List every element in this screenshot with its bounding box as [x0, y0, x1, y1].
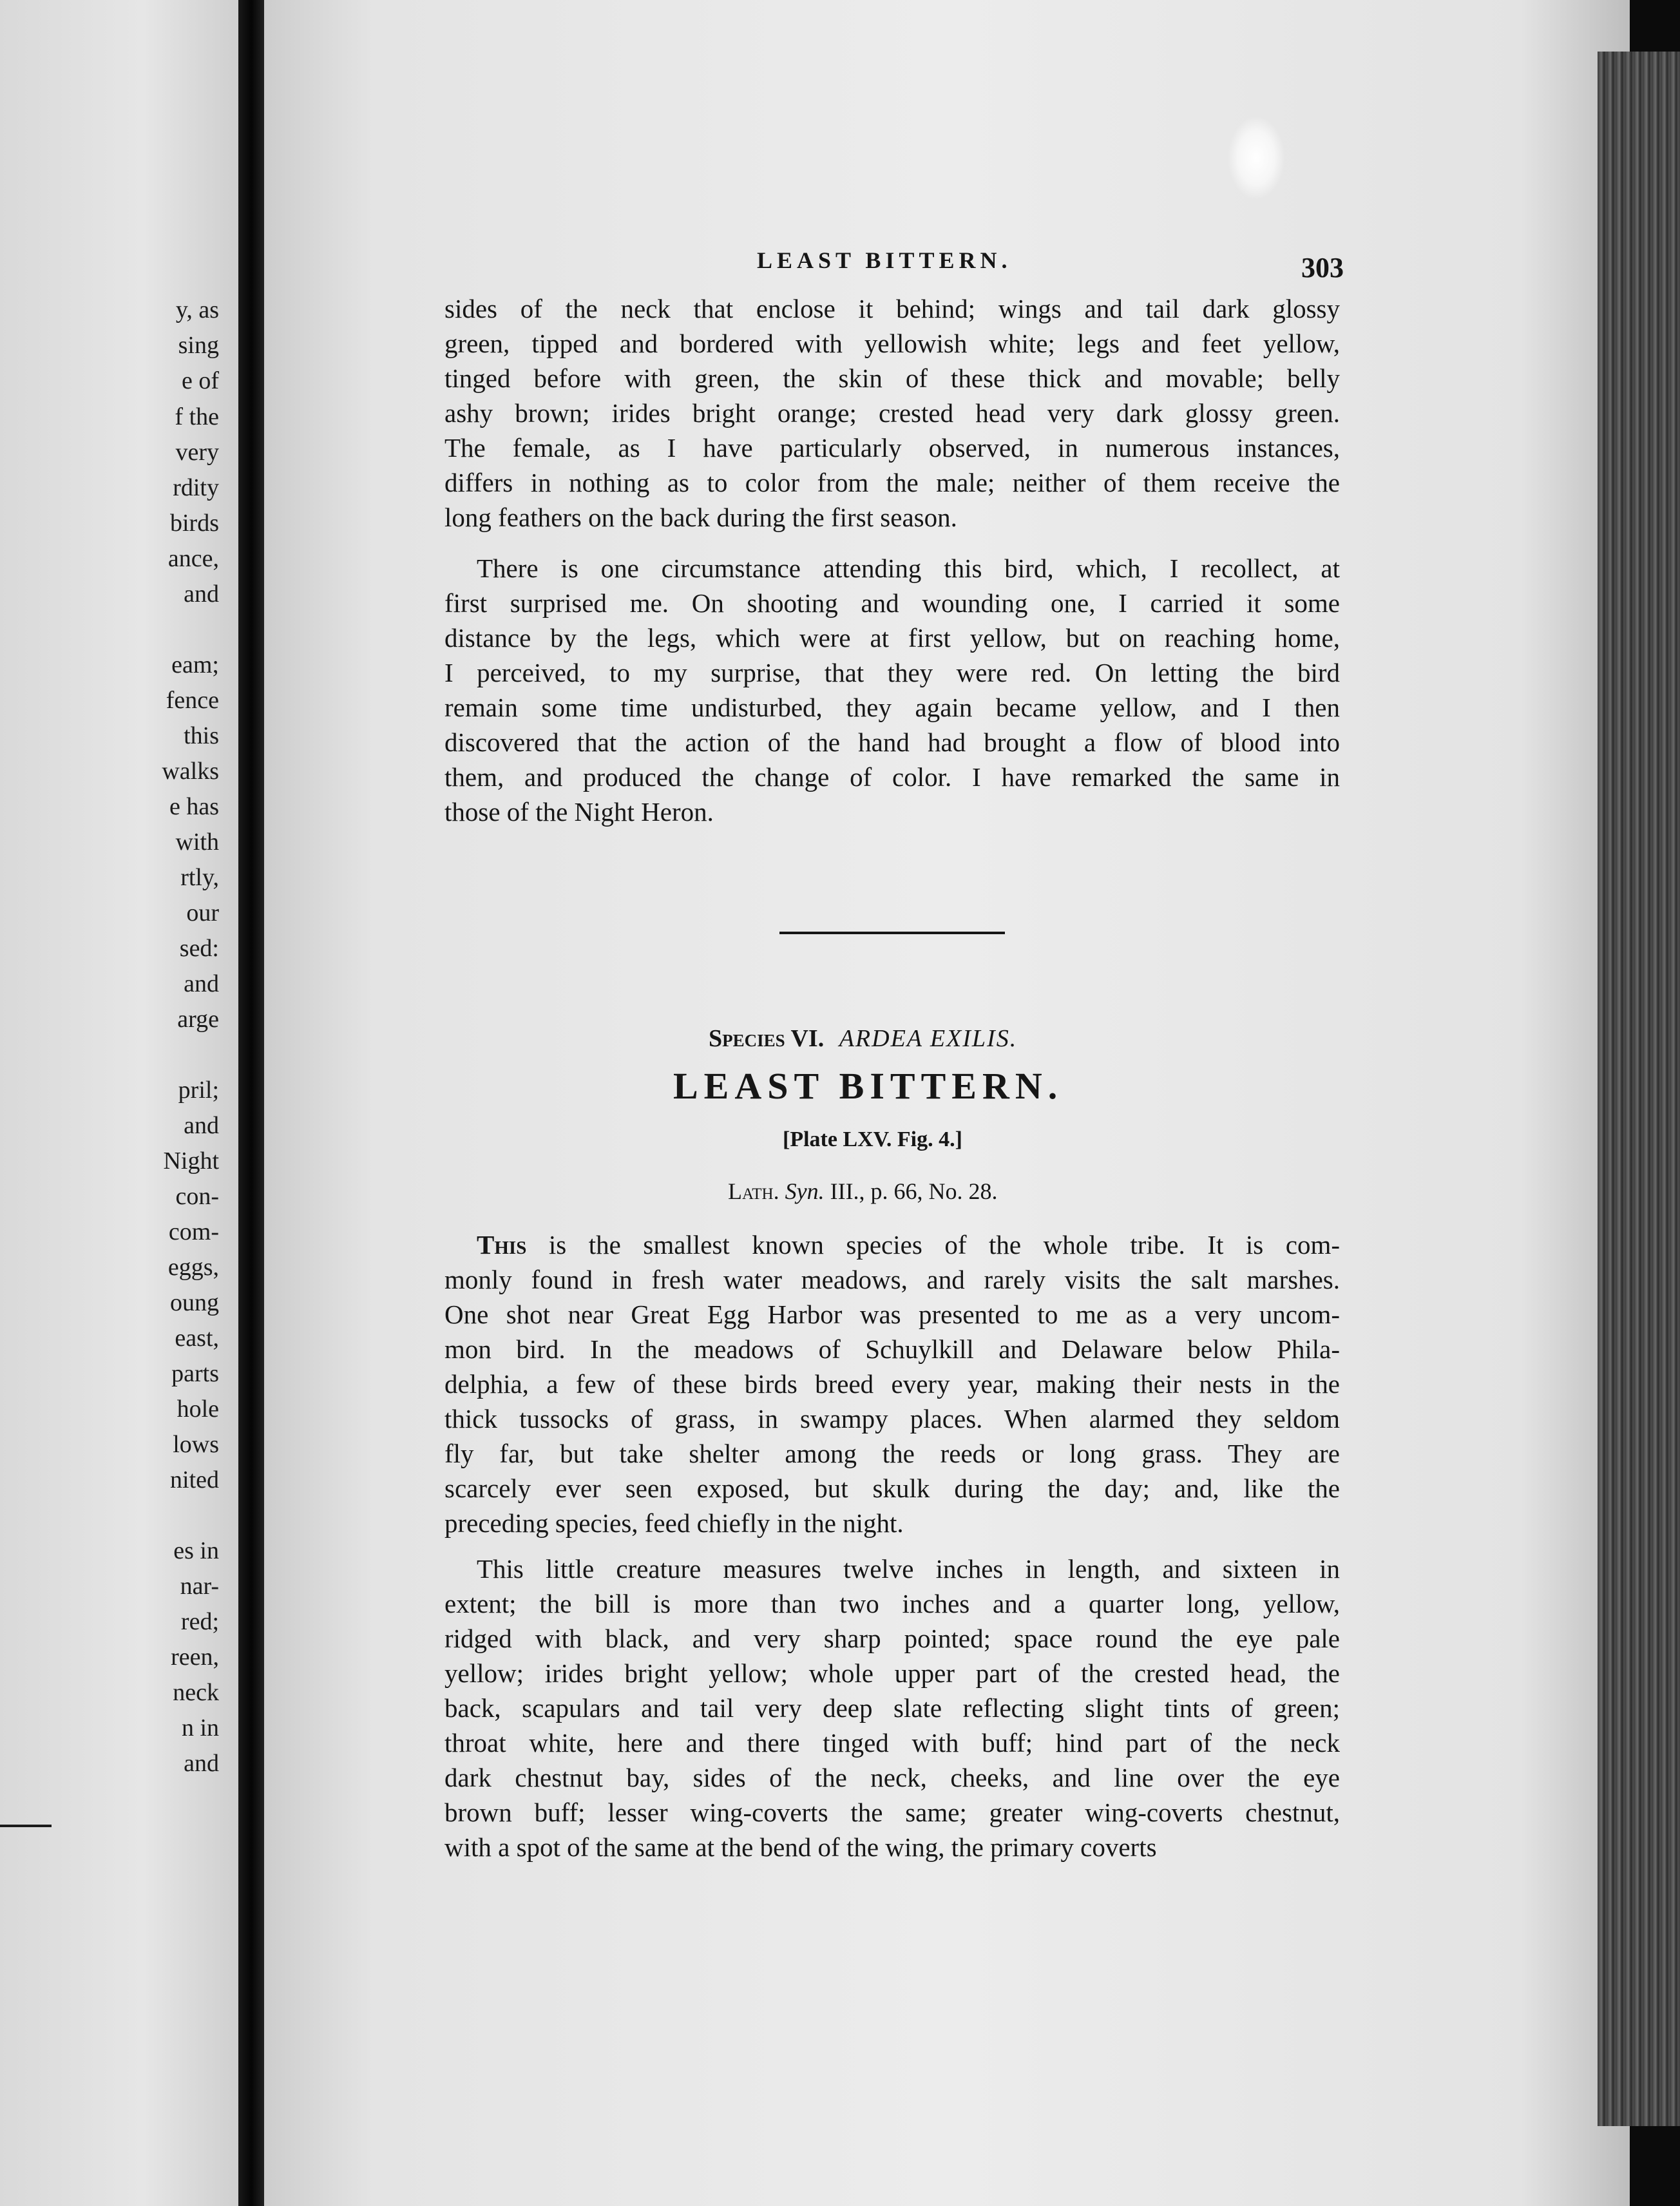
page-edges: [1598, 52, 1680, 2126]
ref-work: Syn.: [785, 1178, 825, 1204]
left-page-fragment: and: [184, 970, 219, 997]
text-line: monly found in fresh water meadows, and rarely visits the salt marshes.: [444, 1265, 1340, 1294]
left-page-fragment: lows: [173, 1431, 219, 1458]
left-page-fragment: ance,: [167, 545, 219, 572]
ref-author: Lath.: [728, 1178, 779, 1204]
left-page-fragment: reen,: [171, 1644, 219, 1671]
text-line: preceding species, feed chiefly in the night.: [444, 1508, 904, 1538]
text-line: dark chestnut bay, sides of the neck, cheeks, and line over the eye: [444, 1763, 1340, 1792]
text-line: long feathers on the back during the first season.: [444, 503, 957, 532]
left-page-fragment: eam;: [171, 651, 219, 678]
left-page-fragment: birds: [170, 510, 219, 537]
continued-paragraph-2: [444, 551, 1340, 829]
body-paragraph-1: [444, 1227, 1340, 1540]
text-line: those of the Night Heron.: [444, 797, 714, 827]
left-page-fragment: rtly,: [180, 864, 219, 891]
text-line: discovered that the action of the hand had brought a flow of blood into: [444, 727, 1340, 757]
section-divider: [779, 932, 1005, 934]
left-page-fragment: red;: [180, 1608, 219, 1635]
left-page-fragment: f the: [175, 403, 219, 430]
text-line: back, scapulars and tail very deep slate reflecting slight tints of green;: [444, 1693, 1340, 1723]
text-line: throat white, here and there tinged with buff; hind part of the neck: [444, 1728, 1340, 1758]
left-page-fragment: con-: [175, 1183, 219, 1210]
text-line: yellow; irides bright yellow; whole upper part of the crested head, the: [444, 1658, 1340, 1688]
left-page-rule: [0, 1825, 52, 1827]
left-page-fragment: east,: [175, 1325, 219, 1352]
left-page-fragment: and: [184, 1750, 219, 1777]
left-page-fragment: sed:: [179, 935, 219, 962]
text-line: thick tussocks of grass, in swampy places. When alarmed they seldom: [444, 1404, 1340, 1434]
page-number: 303: [1301, 252, 1344, 283]
lead-word: This: [477, 1230, 527, 1260]
left-page-fragment: neck: [173, 1679, 219, 1706]
left-page-fragment: nited: [170, 1466, 219, 1493]
literature-reference: [728, 1178, 998, 1205]
text-line: extent; the bill is more than two inches and a quarter long, yellow,: [444, 1589, 1340, 1618]
text-line: remain some time undisturbed, they again became yellow, and I then: [444, 693, 1340, 722]
continued-paragraph-1: [444, 291, 1340, 535]
running-head: LEAST BITTERN.: [757, 247, 1012, 273]
species-latin-name: ARDEA EXILIS.: [839, 1025, 1018, 1052]
text-line: delphia, a few of these birds breed every year, making their nests in the: [444, 1369, 1340, 1399]
left-page-fragment: eggs,: [167, 1254, 219, 1281]
text-line: scarcely ever seen exposed, but skulk during the day; and, like the: [444, 1473, 1340, 1503]
left-page-fragment: hole: [177, 1396, 219, 1423]
left-page-fragment: y, as: [175, 296, 219, 323]
text-line: [444, 1227, 1340, 1262]
text-line-rest: is the smallest known species of the whole tribe. It is com-: [526, 1230, 1340, 1260]
left-page-fragment: this: [184, 722, 219, 749]
text-line: ashy brown; irides bright orange; crested head very dark glossy green.: [444, 398, 1340, 428]
left-page-fragment: arge: [177, 1006, 219, 1033]
left-page-fragment: Night: [163, 1147, 219, 1175]
ref-details: III., p. 66, No. 28.: [830, 1178, 998, 1204]
left-page-fragment: and: [184, 1112, 219, 1139]
left-page-fragment: our: [186, 899, 219, 926]
left-page-fragment: walks: [162, 758, 219, 785]
text-line: first surprised me. On shooting and wounding one, I carried it some: [444, 588, 1340, 618]
species-title: LEAST BITTERN.: [673, 1065, 1064, 1107]
text-line: This little creature measures twelve inches in length, and sixteen in: [477, 1554, 1340, 1584]
left-page-fragment: rdity: [173, 474, 219, 501]
left-page-fragment: with: [175, 829, 219, 856]
left-facing-page: [0, 0, 238, 2206]
paper-mark: [1227, 116, 1285, 200]
text-line: The female, as I have particularly observed, in numerous instances,: [444, 433, 1340, 463]
text-line: tinged before with green, the skin of these thick and movable; belly: [444, 363, 1340, 393]
text-line: ridged with black, and very sharp pointed; space round the eye pale: [444, 1624, 1340, 1653]
text-line: them, and produced the change of color. I have remarked the same in: [444, 762, 1340, 792]
left-page-fragment: and: [184, 580, 219, 608]
text-line: fly far, but take shelter among the reeds or long grass. They are: [444, 1439, 1340, 1468]
text-line: There is one circumstance attending this bird, which, I recollect, at: [477, 553, 1340, 583]
left-page-fragment: parts: [171, 1360, 219, 1387]
left-page-fragment: com-: [168, 1218, 219, 1245]
species-heading: [709, 1024, 1017, 1053]
text-line: sides of the neck that enclose it behind; wings and tail dark glossy: [444, 294, 1340, 323]
body-paragraph-2: [444, 1551, 1340, 1865]
text-line: I perceived, to my surprise, that they were red. On letting the bird: [444, 658, 1340, 687]
text-line: distance by the legs, which were at first yellow, but on reaching home,: [444, 623, 1340, 653]
species-label: Species VI.: [709, 1025, 825, 1052]
left-page-fragment: sing: [178, 332, 219, 359]
left-page-fragment: very: [175, 439, 219, 466]
left-page-fragment: oung: [170, 1289, 219, 1316]
left-page-fragment: e has: [169, 793, 219, 820]
text-line: brown buff; lesser wing-coverts the same; greater wing-coverts chestnut,: [444, 1798, 1340, 1827]
left-page-fragment: n in: [181, 1714, 219, 1741]
text-line: mon bird. In the meadows of Schuylkill and Delaware below Phila-: [444, 1334, 1340, 1364]
text-line: green, tipped and bordered with yellowish white; legs and feet yellow,: [444, 329, 1340, 358]
book-gutter: [238, 0, 264, 2206]
left-page-fragment: fence: [166, 687, 219, 714]
left-page-fragment: e of: [181, 367, 219, 394]
plate-reference: [Plate LXV. Fig. 4.]: [783, 1127, 962, 1151]
text-line: with a spot of the same at the bend of the wing, the primary coverts: [444, 1832, 1157, 1862]
left-page-fragment: es in: [173, 1537, 219, 1564]
text-line: One shot near Great Egg Harbor was presented to me as a very uncom-: [444, 1300, 1340, 1329]
text-line: differs in nothing as to color from the male; neither of them receive the: [444, 468, 1340, 497]
left-page-fragment: pril;: [178, 1077, 219, 1104]
left-page-fragment: nar-: [180, 1573, 219, 1600]
